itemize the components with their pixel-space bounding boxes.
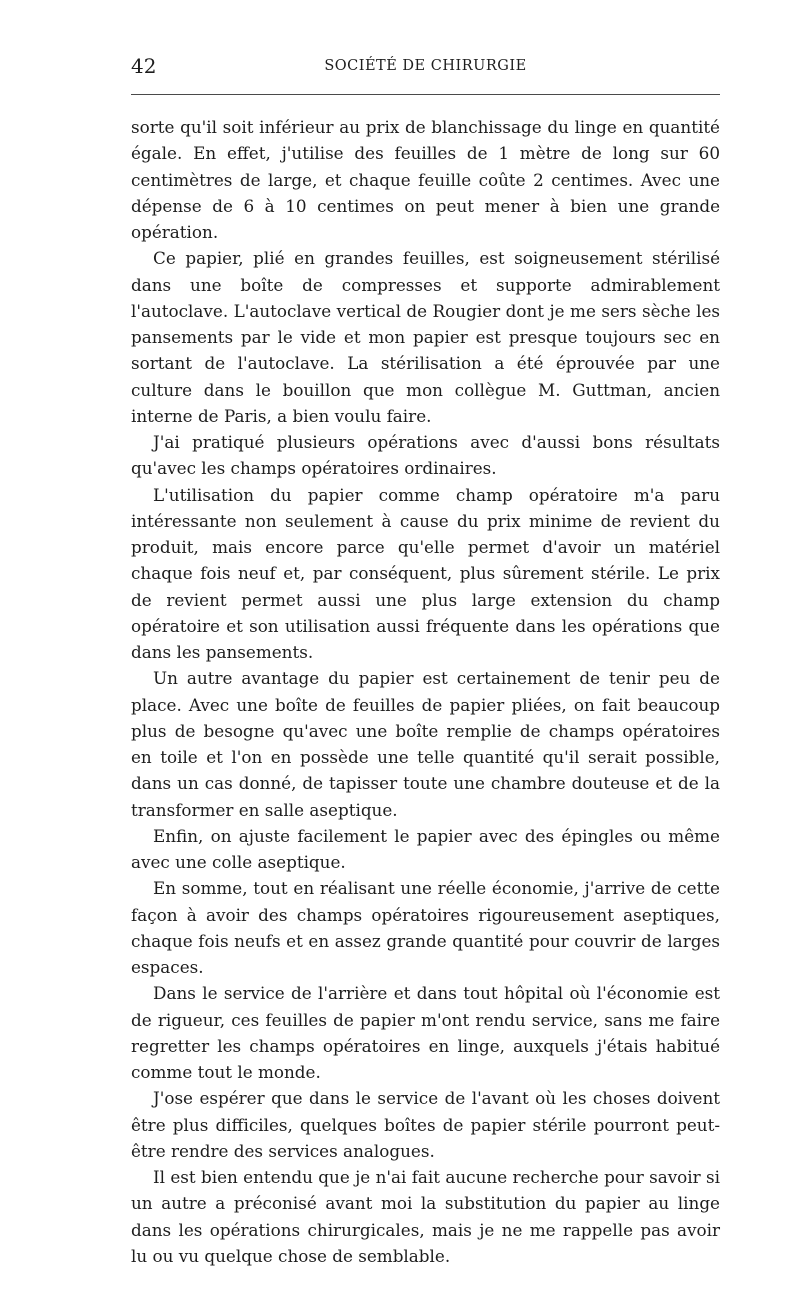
paragraph: Enfin, on ajuste facilement le papier avec des épingles ou même avec une colle aseptique. [131, 825, 720, 872]
running-title: SOCIÉTÉ DE CHIRURGIE [324, 58, 527, 74]
paragraph: sorte qu'il soit inférieur au prix de blanchissage du linge en quantité égale. En effet, j'utilise des feuilles de 1 mètre de long sur 60 centimètres de large, et chaque feuille coûte 2 centimes. Avec une dépense de 6 à 10 centimes on peut mener à bien une grande opération. [131, 117, 720, 242]
header-rule [131, 94, 720, 95]
paragraph: Il est bien entendu que je n'ai fait aucune recherche pour savoir si un autre a préconisé avant moi la substitution du papier au linge dans les opérations chirurgicales, mais je ne me rappelle pas avoir lu ou vu quelque chose de semblable. [131, 1167, 720, 1266]
paragraph: En somme, tout en réalisant une réelle économie, j'arrive de cette façon à avoir des champs opératoires rigoureusement aseptiques, chaque fois neufs et en assez grande quantité pour couvrir de larges espaces. [131, 878, 720, 977]
body-text [131, 114, 720, 1269]
paragraph: L'utilisation du papier comme champ opératoire m'a paru intéressante non seulement à cause du prix minime de revient du produit, mais encore parce qu'elle permet d'avoir un matériel chaque fois neuf et, par conséquent, plus sûrement stérile. Le prix de revient permet aussi une plus large extension du champ opératoire et son utilisation aussi fréquente dans les opérations que dans les pansements. [131, 484, 720, 662]
page-header [131, 54, 720, 84]
page-number: 42 [131, 54, 157, 78]
paragraph: Un autre avantage du papier est certainement de tenir peu de place. Avec une boîte de feuilles de papier pliées, on fait beaucoup plus de besogne qu'avec une boîte remplie de champs opératoires en toile et l'on en possède une telle quantité qu'il serait possible, dans un cas donné, de tapisser toute une chambre douteuse et de la transformer en salle aseptique. [131, 668, 720, 820]
paragraph: J'ai pratiqué plusieurs opérations avec d'aussi bons résultats qu'avec les champs opératoires ordinaires. [131, 432, 720, 479]
paragraph: Ce papier, plié en grandes feuilles, est soigneusement stérilisé dans une boîte de compresses et supporte admirablement l'autoclave. L'autoclave vertical de Rougier dont je me sers sèche les pansements par le vide et mon papier est presque toujours sec en sortant de l'autoclave. La stérilisation a été éprouvée par une culture dans le bouillon que mon collègue M. Guttman, ancien interne de Paris, a bien voulu faire. [131, 248, 720, 426]
paragraph: Dans le service de l'arrière et dans tout hôpital où l'économie est de rigueur, ces feuilles de papier m'ont rendu service, sans me faire regretter les champs opératoires en linge, auxquels j'étais habitué comme tout le monde. [131, 983, 720, 1082]
paragraph: J'ose espérer que dans le service de l'avant où les choses doivent être plus difficiles, quelques boîtes de papier stérile pourront peut-être rendre des services analogues. [131, 1088, 720, 1161]
